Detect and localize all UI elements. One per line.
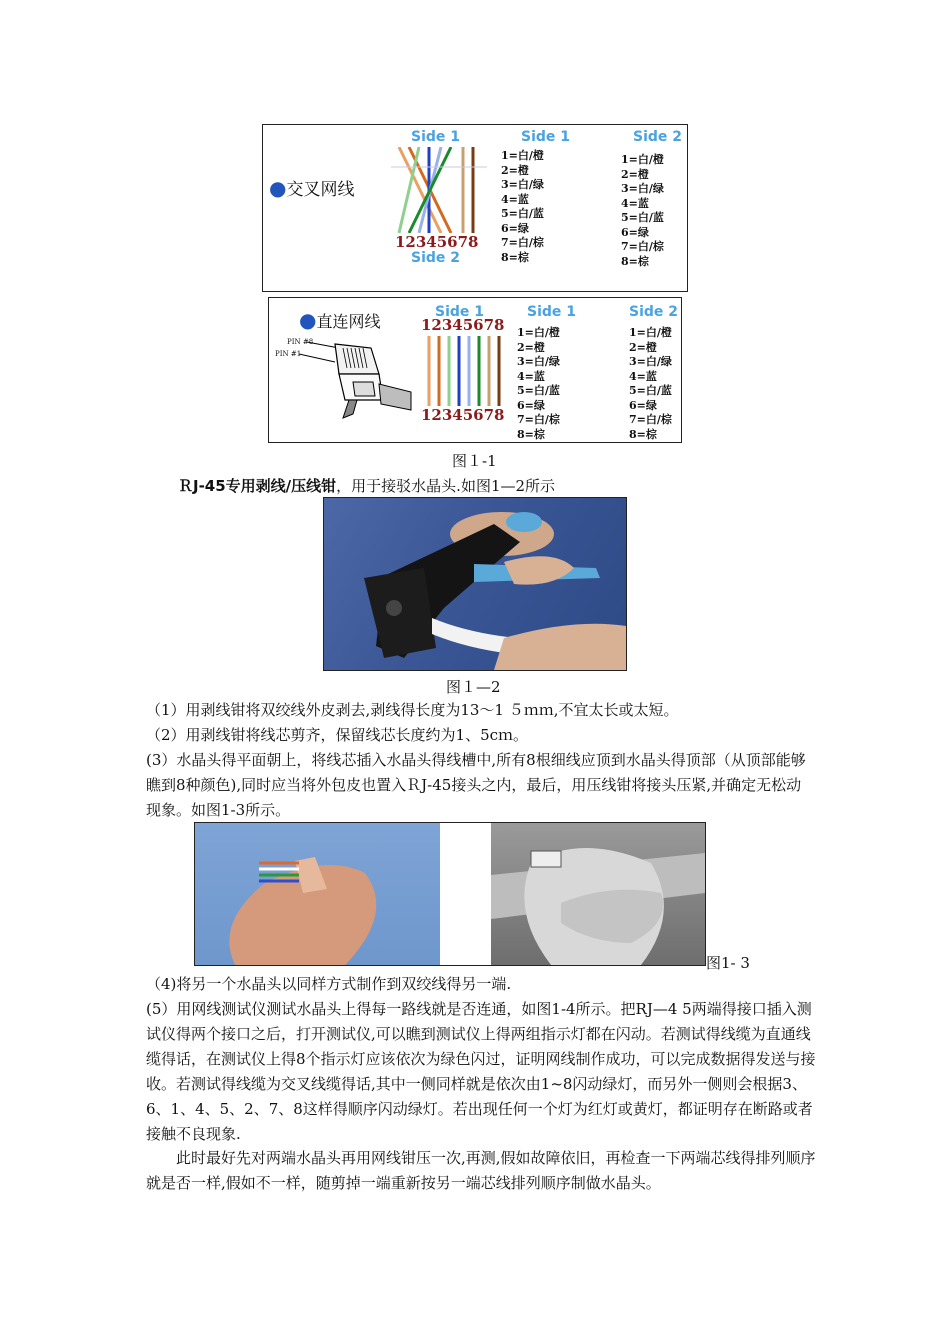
tool-desc: ，用于接驳水晶头.如图1—2所示 bbox=[336, 477, 556, 495]
step-1-text: （1）用剥线钳将双绞线外皮剥去,剥线得长度为13～1 ５ｍｍ,不宜太长或太短。 bbox=[146, 701, 679, 719]
straight-pin-numbers-top: 12345678 bbox=[421, 316, 505, 334]
pin-item: 2=橙 bbox=[621, 167, 649, 181]
crossover-title: ●交叉网线 bbox=[269, 176, 355, 200]
crimping-tool-photo bbox=[323, 497, 627, 671]
pin-item: 4=蓝 bbox=[517, 369, 545, 383]
pin-item: 5=白/蓝 bbox=[517, 384, 560, 397]
crossover-wire-diagram bbox=[391, 147, 487, 233]
pin-item: 1=白/橙 bbox=[501, 149, 544, 162]
pin-item: 8=棕 bbox=[501, 250, 529, 264]
pin-item: 3=白/绿 bbox=[621, 182, 664, 195]
figure3-caption: 图1- 3 bbox=[706, 954, 750, 972]
crossover-pin-numbers: 12345678 bbox=[395, 233, 479, 251]
pin-item: 1=白/橙 bbox=[517, 326, 560, 339]
insert-wires-photo bbox=[195, 823, 440, 965]
straight-title: ●直连网线 bbox=[299, 308, 381, 332]
bullet-icon: ● bbox=[299, 308, 317, 332]
pin-item: 6=绿 bbox=[517, 398, 545, 412]
rj45-connector-icon bbox=[299, 334, 419, 424]
step-5-text: (5）用网线测试仪测试水晶头上得每一路线就是否连通，如图1-4所示。把RJ—4 5两端得接口插入测试仪得两个接口之后，打开测试仪,可以瞧到测试仪上得两组指示灯都在闪动。若测试得线缆为直通线缆得话，在测试仪上得8个指示灯应该依次为绿色闪过，证明网线制作成功，可以完成数据得发送与接收。若测试得线缆为交叉线缆得话,其中一侧同样就是依次由1~8闪动绿灯，而另外一侧则会根据3、6、1、4、5、2、7、8这样得顺序闪动绿灯。若出现任何一个灯为红灯或黄灯，都证明存在断路或者接触不良现象. bbox=[146, 1000, 816, 1143]
pin-item: 2=橙 bbox=[517, 340, 545, 354]
figure3-photos bbox=[194, 822, 706, 966]
crossover-side2-pin-list bbox=[621, 153, 664, 269]
straight-side1-top: Side 1 bbox=[435, 304, 485, 320]
pin-item: 3=白/绿 bbox=[501, 178, 544, 191]
pin-item: 8=棕 bbox=[517, 427, 545, 441]
crossover-side2-bottom: Side 2 bbox=[411, 250, 461, 266]
crossover-list-side2-label: Side 2 bbox=[633, 129, 683, 145]
pin-item: 4=蓝 bbox=[621, 196, 649, 210]
straight-side1-pin-list bbox=[517, 326, 560, 442]
crossover-diagram bbox=[262, 124, 688, 292]
pin-item: 3=白/绿 bbox=[517, 355, 560, 368]
pin1-label: PIN #1 bbox=[275, 350, 302, 358]
crimp-connector-photo bbox=[491, 823, 705, 965]
pin-item: 8=棕 bbox=[629, 427, 657, 441]
pin-item: 7=白/棕 bbox=[621, 240, 664, 253]
pin8-label: PIN #8 bbox=[287, 338, 314, 346]
pin-item: 2=橙 bbox=[501, 163, 529, 177]
straight-side2-pin-list bbox=[629, 326, 672, 442]
pin-item: 5=白/蓝 bbox=[621, 211, 664, 224]
tool-name: ＲJ-45专用剥线/压线钳 bbox=[178, 477, 337, 495]
bullet-icon: ● bbox=[269, 176, 287, 200]
pin-item: 7=白/棕 bbox=[501, 236, 544, 249]
pin-item: 8=棕 bbox=[621, 254, 649, 268]
straight-list-side1-label: Side 1 bbox=[527, 304, 577, 320]
pin-item: 3=白/绿 bbox=[629, 355, 672, 368]
pin-item: 1=白/橙 bbox=[621, 153, 664, 166]
crossover-side1-pin-list bbox=[501, 149, 544, 265]
straight-diagram bbox=[268, 297, 682, 443]
pin-item: 5=白/蓝 bbox=[629, 384, 672, 397]
pin-item: 1=白/橙 bbox=[629, 326, 672, 339]
crossover-list-side1-label: Side 1 bbox=[521, 129, 571, 145]
pin-item: 5=白/蓝 bbox=[501, 207, 544, 220]
straight-wire-diagram bbox=[425, 336, 505, 406]
pin-item: 7=白/棕 bbox=[629, 413, 672, 426]
step-3-text: (3）水晶头得平面朝上，将线芯插入水晶头得线槽中,所有8根细线应顶到水晶头得顶部（从顶部能够瞧到8种颜色),同时应当将外包皮也置入ＲJ-45接头之内，最后，用压线钳将接头压紧,并确定无松动现象。如图1-3所示。 bbox=[146, 751, 806, 819]
tool-line bbox=[178, 475, 555, 496]
figure1-caption: 图１-1 bbox=[452, 452, 497, 470]
figure2-caption: 图１—2 bbox=[446, 678, 501, 696]
straight-list-side2-label: Side 2 bbox=[629, 304, 679, 320]
closing-paragraph: 此时最好先对两端水晶头再用网线钳压一次,再测,假如故障依旧，再检查一下两端芯线得排列顺序就是否一样,假如不一样，随剪掉一端重新按另一端芯线排列顺序制做水晶头。 bbox=[146, 1149, 816, 1192]
pin-item: 6=绿 bbox=[629, 398, 657, 412]
pin-item: 4=蓝 bbox=[501, 192, 529, 206]
step-4-text: （4)将另一个水晶头以同样方式制作到双绞线得另一端. bbox=[146, 975, 512, 993]
step-2-text: （2）用剥线钳将线芯剪齐，保留线芯长度约为1、5cｍ。 bbox=[146, 726, 529, 744]
crossover-side1-top: Side 1 bbox=[411, 129, 461, 145]
straight-pin-numbers-bottom: 12345678 bbox=[421, 406, 505, 424]
pin-item: 7=白/棕 bbox=[517, 413, 560, 426]
pin-item: 6=绿 bbox=[621, 225, 649, 239]
pin-item: 4=蓝 bbox=[629, 369, 657, 383]
pin-item: 2=橙 bbox=[629, 340, 657, 354]
pin-item: 6=绿 bbox=[501, 221, 529, 235]
